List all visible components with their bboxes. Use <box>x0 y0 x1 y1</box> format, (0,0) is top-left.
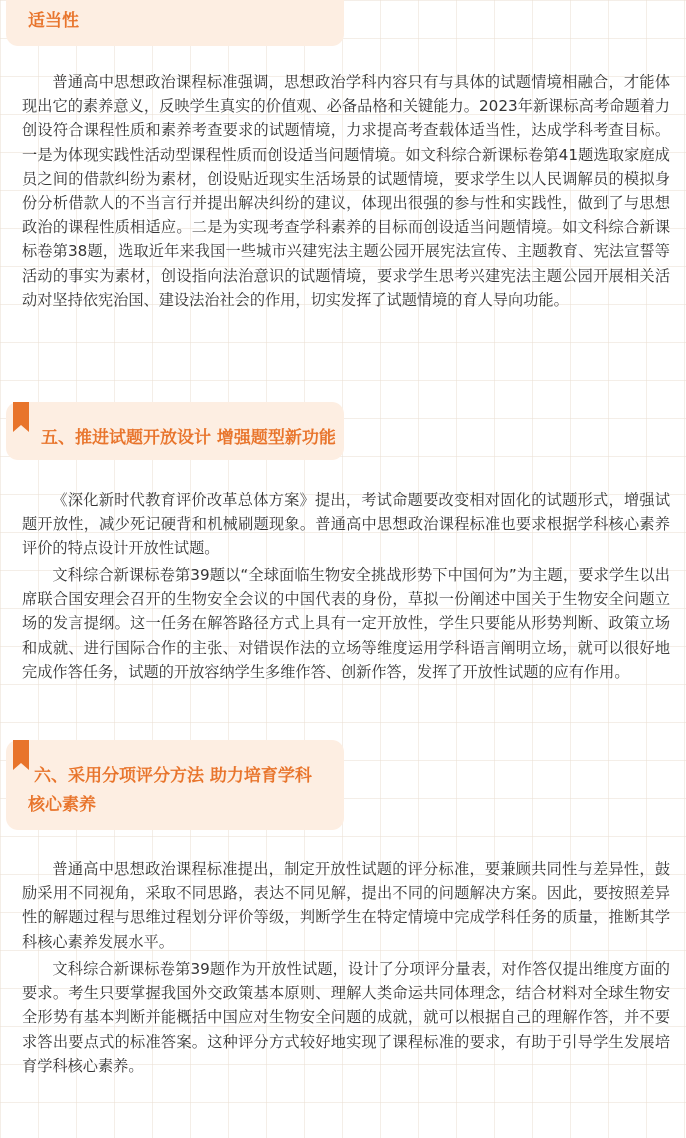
section-6-title-line-2: 核心素养 <box>28 795 96 815</box>
section-4-paragraph: 普通高中思想政治课程标准强调，思想政治学科内容只有与具体的试题情境相融合，才能体现出它的素养意义，反映学生真实的价值观、必备品格和关键能力。2023年新课标高考命题着力创设符合课程性质和素养考查要求的试题情境，力求提高考查载体适当性，达成学科考查目标。一是为体现实践性活动型课程性质而创设适当问题情境。如文科综合新课标卷第41题选取家庭成员之间的借款纠纷为素材，创设贴近现实生活场景的试题情境，要求学生以人民调解员的模拟身份分析借款人的不当言行并提出解决纠纷的建议，体现出很强的参与性和实践性，做到了与思想政治的课程性质相适应。二是为实现考查学科素养的目标而创设适当问题情境。如文科综合新课标卷第38题，选取近年来我国一些城市兴建宪法主题公园开展宪法宣传、主题教育、宪法宣誓等活动的事实为素材，创设指向法治意识的试题情境，要求学生思考兴建宪法主题公园开展相关活动对坚持依宪治国、建设法治社会的作用，切实发挥了试题情境的育人导向功能。 <box>22 73 670 309</box>
section-5-heading <box>6 402 344 460</box>
section-6-title-line-1: 六、采用分项评分方法 助力培育学科 <box>34 766 312 786</box>
section-4-title: 适当性 <box>28 11 79 31</box>
section-5-paragraph-1: 《深化新时代教育评价改革总体方案》提出，考试命题要改变相对固化的试题形式，增强试题开放性，减少死记硬背和机械刷题现象。普通高中思想政治课程标准也要求根据学科核心素养评价的特点设计开放性试题。 <box>22 491 670 558</box>
section-5-title: 五、推进试题开放设计 增强题型新功能 <box>41 428 336 448</box>
section-6-paragraph-1: 普通高中思想政治课程标准提出，制定开放性试题的评分标准，要兼顾共同性与差异性，鼓励采用不同视角，采取不同思路，表达不同见解，提出不同的问题解决方案。因此，要按照差异性的解题过程与思维过程划分评价等级，判断学生在特定情境中完成学科任务的质量，推断其学科核心素养发展水平。 <box>22 860 670 951</box>
section-4-heading <box>6 0 344 46</box>
bookmark-flag-icon <box>13 740 29 770</box>
section-5-paragraph-2: 文科综合新课标卷第39题以“全球面临生物安全挑战形势下中国何为”为主题，要求学生以出席联合国安理会召开的生物安全会议的中国代表的身份，草拟一份阐述中国关于生物安全问题立场的发言提纲。这一任务在解答路径方式上具有一定开放性，学生只要能从形势判断、政策立场和成就、进行国际合作的主张、对错误作法的立场等维度运用学科语言阐明立场，就可以很好地完成作答任务，试题的开放容纳学生多维作答、创新作答，发挥了开放性试题的应有作用。 <box>22 566 670 681</box>
bookmark-flag-icon <box>13 402 29 432</box>
section-6-paragraph-2: 文科综合新课标卷第39题作为开放性试题，设计了分项评分量表，对作答仅提出维度方面的要求。考生只要掌握我国外交政策基本原则、理解人类命运共同体理念，结合材料对全球生物安全形势有基本判断并能概括中国应对生物安全问题的成就，就可以根据自己的理解作答，并不要求答出要点式的标准答案。这种评分方式较好地实现了课程标准的要求，有助于引导学生发展培育学科核心素养。 <box>22 960 670 1075</box>
section-6-heading <box>6 740 344 830</box>
